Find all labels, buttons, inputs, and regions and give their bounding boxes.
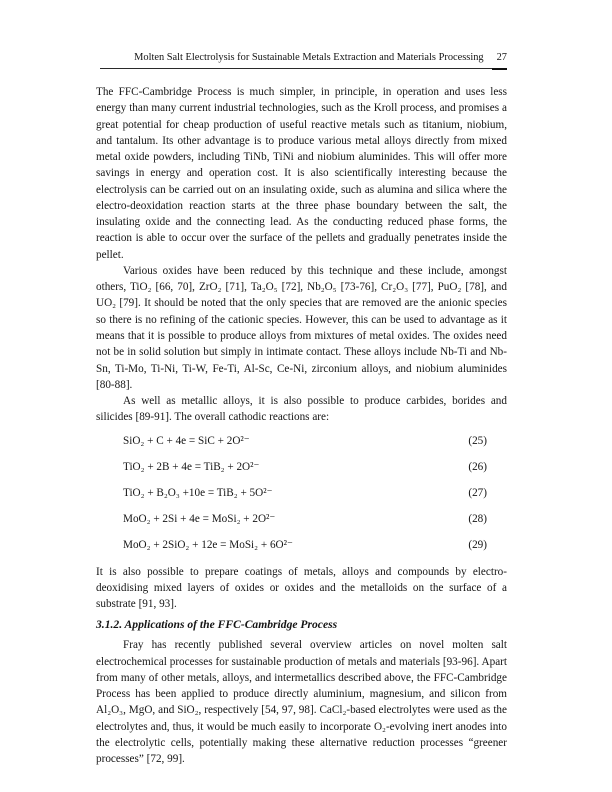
equation-row (96, 455, 507, 481)
page-number: 27 (496, 52, 507, 63)
paragraph-ffc-intro: The FFC-Cambridge Process is much simpler, in principle, in operation and uses less energy than many current industrial technologies, such as the Kroll process, and promises a great potential for cheap production of useful reactive metals such as titanium, niobium, and tantalum. Its other advantage is to produce various metal alloys directly from mixed metal oxide powders, including TiNb, TiNi and niobium aluminides. This will offer more savings in energy and operation cost. It is also scientifically interesting because the electrolysis can be carried out on an insulating oxide, such as alumina and silica where the electro-deoxidation reaction starts at the three phase boundary between the salt, the insulating oxide and the connecting lead. As the conducting reduced phase forms, the reaction is able to occur over the surface of the pellets and gradually penetrates inside the pellet. (96, 86, 507, 261)
running-title: Molten Salt Electrolysis for Sustainable Metals Extraction and Materials Processing (134, 52, 484, 63)
equation-formula: SiO₂ + C + 4e = SiC + 2O²⁻ (123, 435, 250, 448)
paragraph-cathodic-reactions-intro: As well as metallic alloys, it is also possible to produce carbides, borides and silicides [89-91]. The overall cathodic reactions are: (96, 395, 507, 424)
paragraph-various-oxides: Various oxides have been reduced by this technique and these include, amongst others, TiO₂ [66, 70], ZrO₂ [71], Ta₂O₅ [72], Nb₂O₅ [73-76], Cr₂O₃ [77], PuO₂ [78], and UO₂ [79]. It should be noted that the only species that are removed are the anionic species so there is no refining of the cationic species. However, this can be used to advantage as it means that it is possible to produce alloys from mixtures of metal oxides. The oxides need not be in solid solution but simply in intimate contact. These alloys include Nb-Ti and Nb-Sn, Ti-Mo, Ti-Ni, Ti-W, Fe-Ti, Al-Sc, Ce-Ni, zirconium alloys, and niobium aluminides [80-88]. (96, 264, 507, 391)
equation-number: (26) (468, 461, 487, 474)
page-body (96, 84, 507, 768)
page-header (96, 52, 507, 64)
equation-number: (28) (468, 513, 487, 526)
equation-formula: TiO₂ + 2B + 4e = TiB₂ + 2O²⁻ (123, 461, 260, 474)
equation-formula: MoO₂ + 2Si + 4e = MoSi₂ + 2O²⁻ (123, 513, 276, 526)
equation-formula: TiO₂ + B₂O₃ +10e = TiB₂ + 5O²⁻ (123, 487, 273, 500)
equation-number: (25) (468, 435, 487, 448)
equation-row (96, 507, 507, 533)
equation-row (96, 533, 507, 559)
equation-block (96, 429, 507, 559)
equation-number: (27) (468, 487, 487, 500)
paragraph-applications: Fray has recently published several overview articles on novel molten salt electrochemical processes for sustainable production of metals and materials [93-96]. Apart from many of other metals, alloys, and intermetallics described above, the FFC-Cambridge Process has been applied to produce directly aluminium, magnesium, and silicon from Al₂O₃, MgO, and SiO₂, respectively [54, 97, 98]. CaCl₂-based electrolytes were used as the electrolytes and, thus, it would be much easily to incorporate O₂-evolving inert anodes into the electrolytic cells, potentially making these alternative reduction processes “greener processes” [72, 99]. (96, 639, 507, 766)
equation-number: (29) (468, 539, 487, 552)
equation-formula: MoO₂ + 2SiO₂ + 12e = MoSi₂ + 6O²⁻ (123, 539, 293, 552)
equation-row (96, 429, 507, 455)
header-rule (100, 68, 507, 69)
paragraph-coatings: It is also possible to prepare coatings of metals, alloys and compounds by electro-deoxidising mixed layers of oxides or oxides and the metalloids on the surface of a substrate [91, 93]. (96, 565, 507, 611)
equation-row (96, 481, 507, 507)
header-rule-accent (492, 68, 507, 70)
section-heading: 3.1.2. Applications of the FFC-Cambridge Process (96, 618, 338, 632)
